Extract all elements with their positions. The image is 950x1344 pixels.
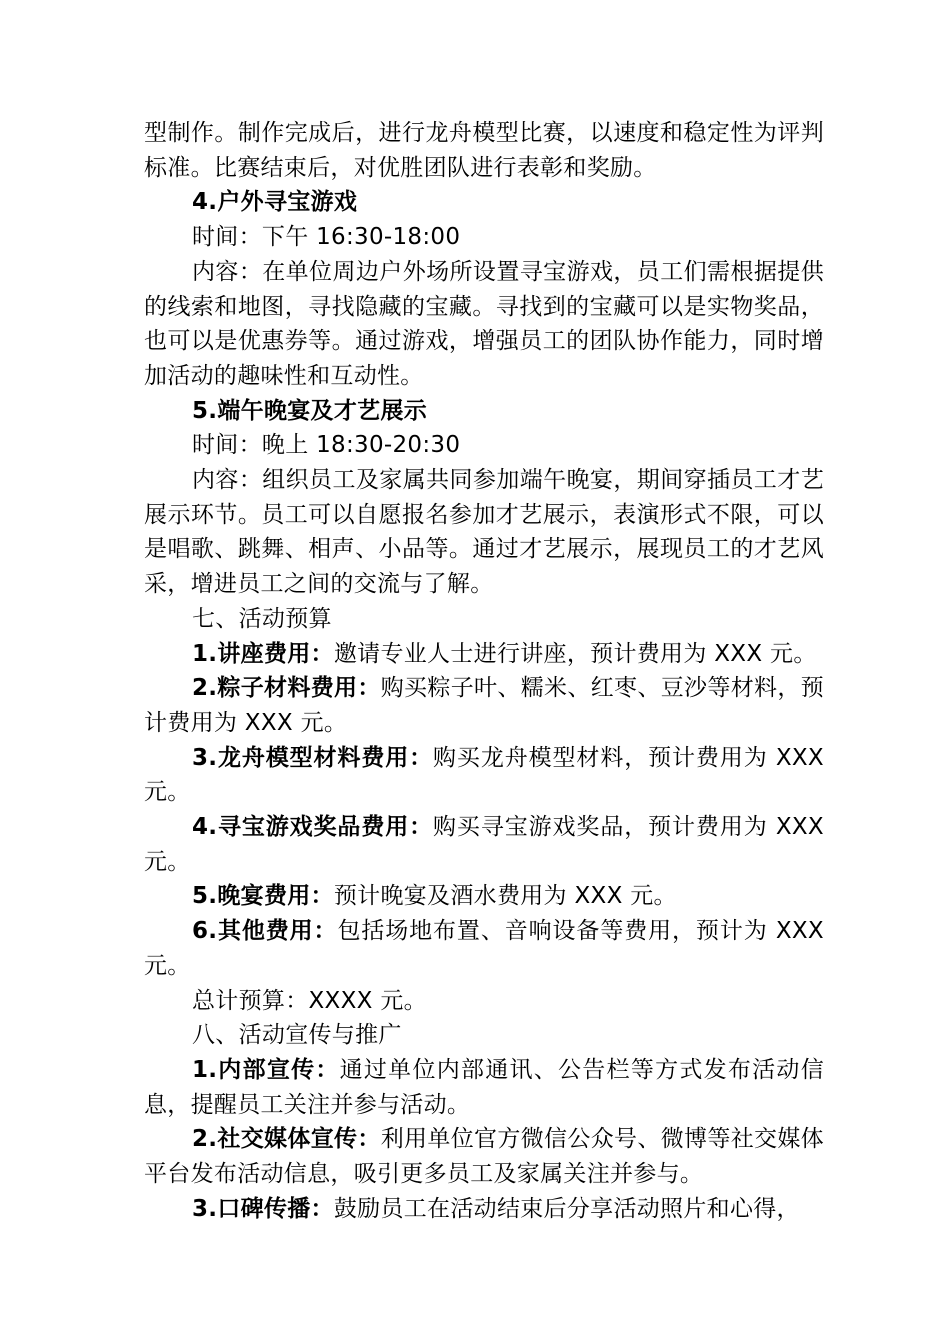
paragraph-text: 通过单位内部通讯、公告栏等方式发布活动信息，提醒员工关注并参与活动。 bbox=[144, 1056, 824, 1118]
paragraph-text: 购买寻宝游戏奖品，预计费用为 XXX 元。 bbox=[144, 814, 824, 875]
paragraph-p8 bbox=[144, 602, 824, 637]
paragraph-lead-bold: 4.户外寻宝游戏 bbox=[192, 189, 358, 216]
paragraph-text: 内容：组织员工及家属共同参加端午晚宴，期间穿插员工才艺展示环节。员工可以自愿报名参加才艺展示，表演形式不限，可以是唱歌、跳舞、相声、小品等。通过才艺展示，展现员工的才艺风采，增进员工之间的交流与了解。 bbox=[144, 467, 824, 598]
paragraph-text: 八、活动宣传与推广 bbox=[192, 1022, 402, 1049]
paragraph-p3 bbox=[144, 220, 824, 255]
paragraph-lead-bold: 3.口碑传播： bbox=[192, 1195, 334, 1222]
paragraph-p14 bbox=[144, 914, 824, 983]
document-body bbox=[144, 116, 824, 1227]
paragraph-p19 bbox=[144, 1192, 824, 1227]
paragraph-text: 时间：晚上 18:30-20:30 bbox=[192, 432, 461, 459]
paragraph-text: 七、活动预算 bbox=[192, 605, 332, 632]
paragraph-lead-bold: 5.晚宴费用： bbox=[192, 883, 334, 910]
paragraph-p10 bbox=[144, 671, 824, 740]
paragraph-p13 bbox=[144, 879, 824, 914]
paragraph-p1 bbox=[144, 116, 824, 185]
paragraph-p5 bbox=[144, 394, 824, 429]
paragraph-text: 包括场地布置、音响设备等费用，预计为 XXX 元。 bbox=[144, 918, 824, 979]
paragraph-p16 bbox=[144, 1018, 824, 1053]
paragraph-text: 邀请专业人士进行讲座，预计费用为 XXX 元。 bbox=[333, 640, 817, 667]
paragraph-p15 bbox=[144, 984, 824, 1019]
paragraph-text: 预计晚宴及酒水费用为 XXX 元。 bbox=[333, 883, 677, 910]
paragraph-text: 型制作。制作完成后，进行龙舟模型比赛，以速度和稳定性为评判标准。比赛结束后，对优胜团队进行表彰和奖励。 bbox=[144, 120, 824, 181]
paragraph-text: 购买龙舟模型材料，预计费用为 XXX 元。 bbox=[144, 744, 824, 806]
paragraph-text: 鼓励员工在活动结束后分享活动照片和心得， bbox=[333, 1195, 800, 1222]
paragraph-lead-bold: 3.龙舟模型材料费用： bbox=[192, 744, 434, 771]
paragraph-text: 购买粽子叶、糯米、红枣、豆沙等材料，预计费用为 XXX 元。 bbox=[144, 675, 824, 736]
paragraph-text: 时间：下午 16:30-18:00 bbox=[192, 224, 461, 251]
paragraph-lead-bold: 4.寻宝游戏奖品费用： bbox=[192, 814, 434, 841]
paragraph-text: 内容：在单位周边户外场所设置寻宝游戏，员工们需根据提供的线索和地图，寻找隐藏的宝藏。寻找到的宝藏可以是实物奖品，也可以是优惠券等。通过游戏，增强员工的团队协作能力，同时增加活动的趣味性和互动性。 bbox=[144, 258, 824, 389]
paragraph-p11 bbox=[144, 741, 824, 810]
paragraph-p2 bbox=[144, 185, 824, 220]
paragraph-p7 bbox=[144, 463, 824, 602]
paragraph-p12 bbox=[144, 810, 824, 879]
paragraph-p17 bbox=[144, 1053, 824, 1122]
paragraph-text: 总计预算：XXXX 元。 bbox=[192, 987, 427, 1014]
paragraph-p6 bbox=[144, 428, 824, 463]
paragraph-lead-bold: 1.内部宣传： bbox=[192, 1056, 340, 1083]
paragraph-p4 bbox=[144, 255, 824, 394]
paragraph-lead-bold: 2.社交媒体宣传： bbox=[192, 1126, 381, 1153]
paragraph-lead-bold: 5.端午晚宴及才艺展示 bbox=[192, 397, 428, 424]
paragraph-lead-bold: 2.粽子材料费用： bbox=[192, 675, 381, 702]
paragraph-p18 bbox=[144, 1122, 824, 1191]
paragraph-lead-bold: 1.讲座费用： bbox=[192, 640, 334, 667]
paragraph-p9 bbox=[144, 637, 824, 672]
paragraph-lead-bold: 6.其他费用： bbox=[192, 918, 338, 945]
paragraph-text: 利用单位官方微信公众号、微博等社交媒体平台发布活动信息，吸引更多员工及家属关注并参与。 bbox=[144, 1126, 824, 1188]
